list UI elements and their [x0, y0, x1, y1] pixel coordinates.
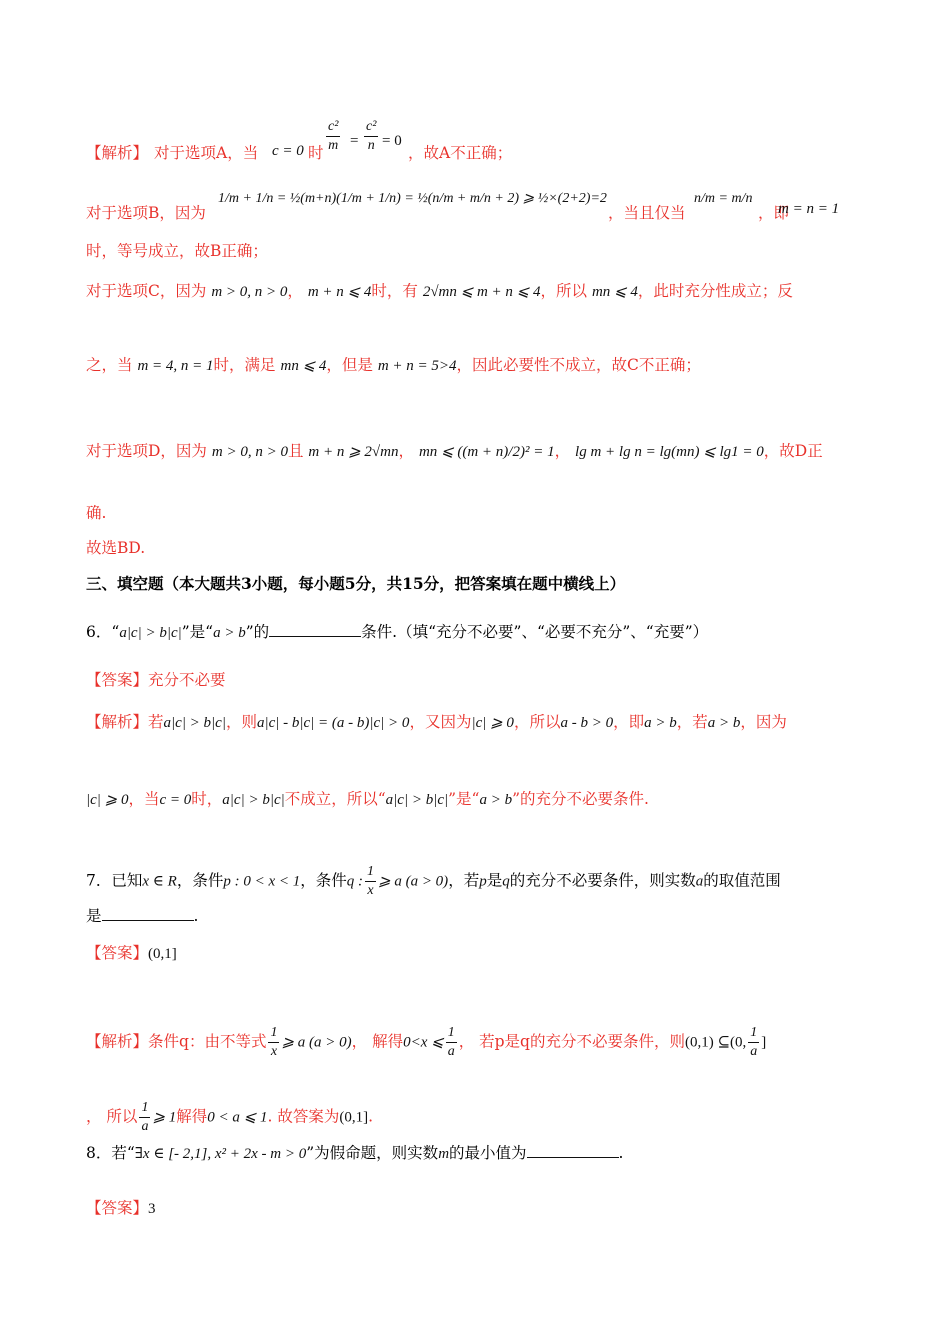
option-c-line: 对于选项C，因为 m > 0, n > 0， m + n ⩽ 4时，有 2√mn ⩽ m + n ⩽ 4，所以 mn ⩽ 4，此时充分性成立；反	[86, 282, 793, 300]
option-b-line: 对于选项B，因为 1/m + 1/n = ½(m+n)(1/m + 1/n) = ½(n/m + m/n + 2) ⩾ ½×(2+2)=2 ，当且仅当 n/m = m/n ，即 m = n = 1	[86, 191, 840, 222]
analysis-tag: 【解析】	[86, 144, 149, 162]
option-d-line: 对于选项D，因为 m > 0, n > 0且 m + n ⩾ 2√mn， mn ⩽ ((m + n)/2)² = 1， lg m + lg n = lg(mn) ⩽ lg1 = 0，故D正	[86, 442, 823, 460]
q7-stem-2: 是 .	[86, 907, 199, 925]
option-d-line2: 确.	[86, 504, 107, 522]
q7-solution-2: ， 所以 $\frac{1}{a}$ ⩾ 1解得0 < a ⩽ 1. 故答案为(0,1].	[86, 1100, 374, 1134]
q6-solution: 【解析】若a|c| > b|c|，则a|c| - b|c| = (a - b)|c| > 0，又因为|c| ⩾ 0，所以a - b > 0，即a > b，若a > b，因为	[86, 713, 787, 731]
q7-solution: 【解析】条件q：由不等式 $\frac{1}{x}$ ⩾ a (a > 0)， 解得0<x ⩽ $\frac{1}{a}$ ， 若p是q的充分不必要条件，则(0,1) ⊆(0, $\frac{1}{a}$ ]	[86, 1025, 767, 1059]
option-c-line2: 之，当 m = 4, n = 1时，满足 mn ⩽ 4，但是 m + n = 5>4，因此必要性不成立，故C不正确；	[86, 356, 701, 374]
q6-solution-2: |c| ⩾ 0，当c = 0时，a|c| > b|c|不成立，所以“a|c| > b|c|”是“a > b”的充分不必要条件.	[86, 790, 649, 808]
q8-answer: 【答案】3	[86, 1199, 156, 1217]
answer-blank	[527, 1143, 619, 1158]
answer-blank	[102, 906, 194, 921]
q7-stem: 7．已知x ∈ R，条件p : 0 < x < 1，条件q : $\frac{1}{x}$ ⩾ a (a > 0)，若p是q的充分不必要条件，则实数a的取值范围	[86, 864, 781, 898]
option-b-line2: 时，等号成立，故B正确；	[86, 242, 268, 260]
option-a-line: 【解析】 对于选项A，当 c = 0 时 $\frac{\text{c²}}{m}$ = $\frac{\text{c²}}{n}$ = 0 ，故A不正确；	[86, 119, 513, 162]
choice-line: 故选BD.	[86, 539, 146, 557]
q7-answer: 【答案】(0,1]	[86, 944, 177, 962]
q6-answer: 【答案】充分不必要	[86, 671, 226, 689]
answer-blank	[269, 622, 361, 637]
section-title: 三、填空题（本大题共3小题，每小题5分，共15分，把答案填在题中横线上）	[86, 574, 626, 593]
q6-stem: 6．“a|c| > b|c|”是“a > b”的 条件.（填“充分不必要”、“必要不充分”、“充要”）	[86, 623, 709, 641]
q8-stem: 8．若“∃x ∈ [- 2,1], x² + 2x - m > 0”为假命题，则实数m的最小值为 .	[86, 1144, 624, 1162]
